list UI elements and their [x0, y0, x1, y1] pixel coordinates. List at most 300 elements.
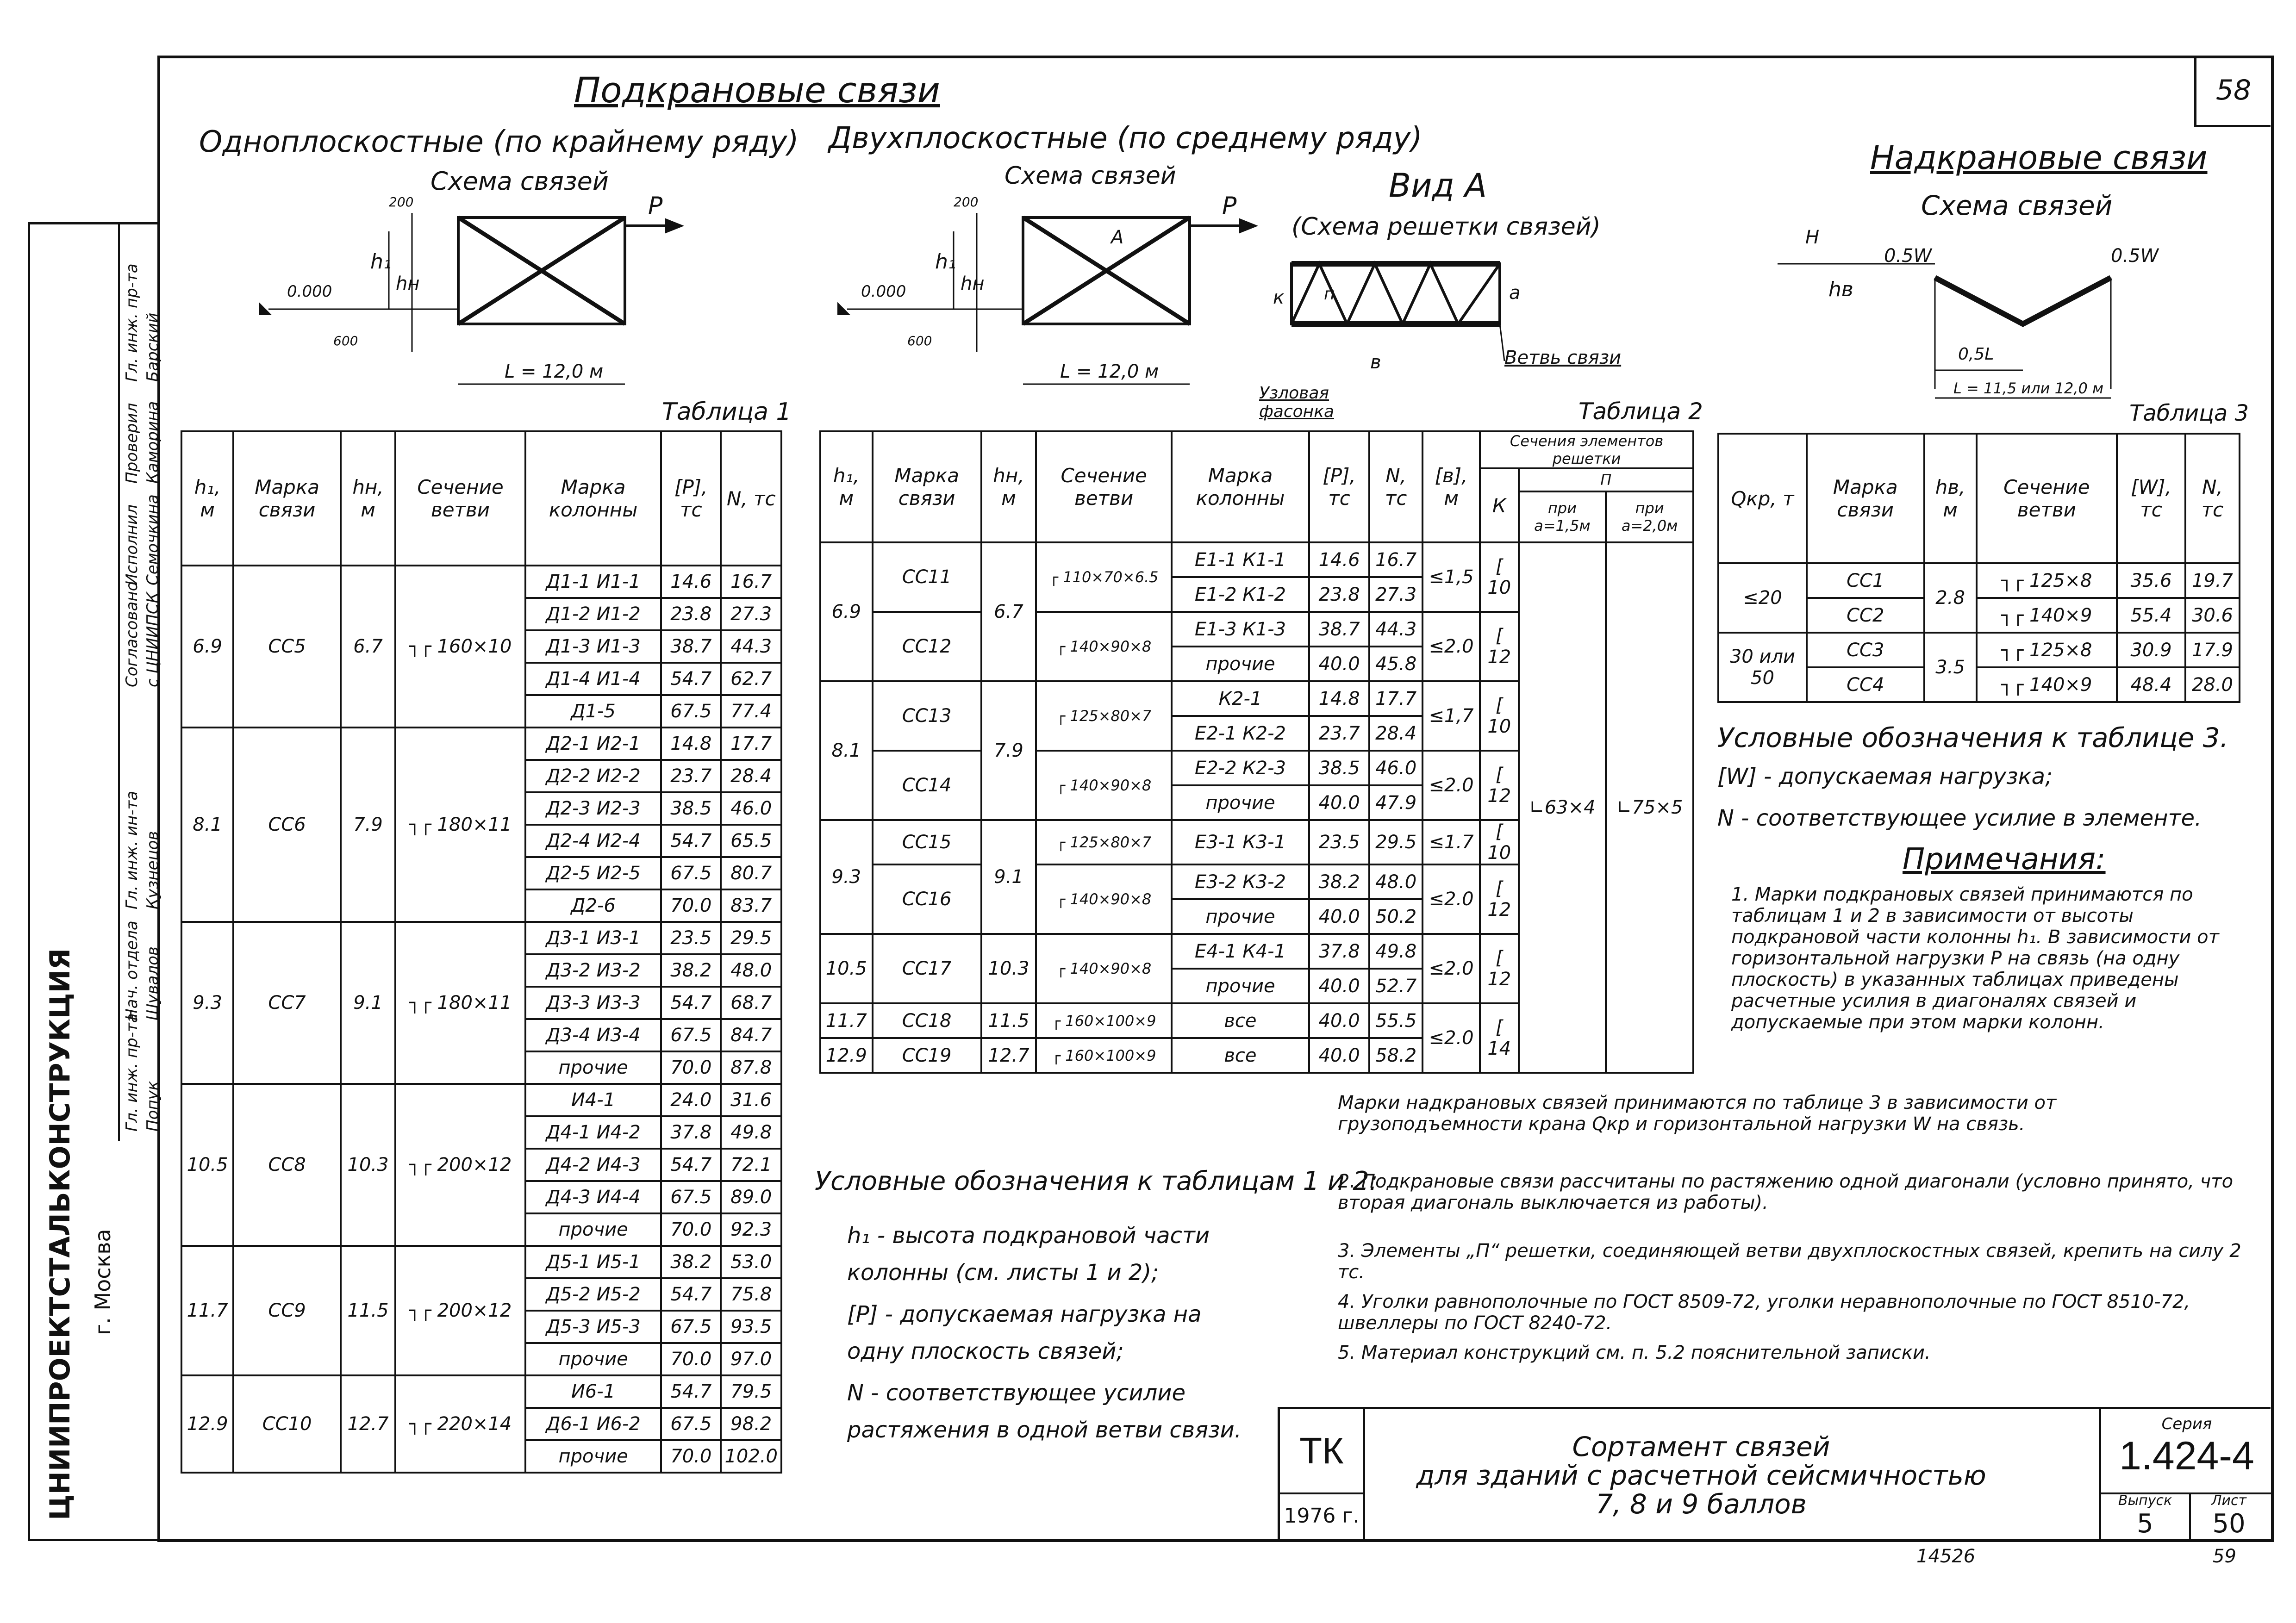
note-3: 3. Элементы „П“ решетки, соединяющей ветви двухплоскостных связей, крепить на силу 2 тс.	[1338, 1240, 2241, 1283]
t2-mark-cell: СС13	[873, 681, 981, 751]
t1-n-cell: 97.0	[721, 1343, 781, 1375]
table-row	[181, 1246, 781, 1278]
t1-h-sect: Сечение ветви	[395, 431, 525, 566]
t1-n-cell: 62.7	[721, 663, 781, 695]
t2-sect-cell: ┌ 160×100×9	[1036, 1003, 1172, 1038]
t2-mark-cell: СС19	[873, 1038, 981, 1073]
t2-p-cell: 38.5	[1309, 751, 1369, 785]
side-role-4: Согласовано	[123, 581, 141, 687]
schema-diagrams	[0, 0, 2296, 463]
t2-k-cell: [ 12	[1480, 612, 1518, 681]
t1-sect-cell: ┐┌ 160×10	[395, 566, 525, 728]
t2-mark-cell: СС11	[873, 542, 981, 612]
legend12-n: N - соответствующее усилие растяжения в одной ветви связи.	[847, 1380, 1242, 1443]
seria-value: 1.424-4	[2119, 1434, 2254, 1478]
t1-p-cell: 38.5	[661, 792, 721, 825]
t2-hn-cell: 7.9	[981, 681, 1036, 820]
t1-p-cell: 67.5	[661, 695, 721, 728]
table-row	[181, 566, 781, 598]
side-name-3: Кузнецов	[144, 831, 162, 909]
vida-b: в	[1370, 352, 1381, 373]
seria-label: Серия	[2161, 1415, 2212, 1433]
side-role-3: Гл. инж. ин-та	[123, 790, 141, 909]
t2-h1-cell: 8.1	[820, 681, 873, 820]
t2-h1-cell: 11.7	[820, 1003, 873, 1038]
note-1: 1. Марки подкрановых связей принимаются по таблицам 1 и 2 в зависимости от высоты подкрановой части колонны h₁. В зависимости от горизонтальной нагрузки P на связь (на одну плоскость) в указанных таблицах приведены расчетные усилия в диагоналях связей и допускаемые при этом марки колонн.	[1731, 884, 2219, 1033]
t1-col-cell: Д3-3 И3-3	[525, 987, 661, 1019]
t1-p-cell: 70.0	[661, 1051, 721, 1084]
t2-n-cell: 45.8	[1369, 647, 1423, 681]
vida-vetv: Ветвь связи	[1504, 347, 1622, 368]
t1-n-cell: 31.6	[721, 1084, 781, 1116]
t1-col-cell: Д5-3 И5-3	[525, 1311, 661, 1343]
t2-b-cell: ≤2.0	[1423, 1003, 1480, 1073]
side-role-2: Нач. отдела	[123, 920, 141, 1020]
t2-k-cell: [ 10	[1480, 820, 1518, 864]
t1-hn-cell: 10.3	[341, 1084, 395, 1246]
schema1-hn: hн	[396, 273, 420, 294]
table2-caption: Таблица 2	[1578, 398, 1703, 425]
schema2-a: A	[1111, 227, 1124, 248]
t2-k-cell: [ 14	[1480, 1003, 1518, 1073]
t1-p-cell: 23.5	[661, 922, 721, 954]
t3-w-cell: 55.4	[2117, 598, 2185, 633]
t1-p-cell: 54.7	[661, 663, 721, 695]
t2-n-cell: 49.8	[1369, 934, 1423, 969]
t1-p-cell: 23.8	[661, 598, 721, 630]
t3-sect-cell: ┐┌ 140×9	[1977, 598, 2117, 633]
t2-mark-cell: СС16	[873, 864, 981, 934]
t1-col-cell: Д1-4 И1-4	[525, 663, 661, 695]
t3-q-cell: ≤20	[1718, 563, 1807, 633]
t2-h-pp: П	[1519, 468, 1693, 491]
notes-title: Примечания:	[1903, 842, 2106, 877]
t1-n-cell: 16.7	[721, 566, 781, 598]
footer-page: 59	[2213, 1546, 2236, 1567]
t1-hn-cell: 6.7	[341, 566, 395, 728]
t1-sect-cell: ┐┌ 180×11	[395, 922, 525, 1084]
t3-q-cell: 30 или 50	[1718, 633, 1807, 702]
t2-sect-cell: ┌ 140×90×8	[1036, 612, 1172, 681]
t2-h-h1: h₁, м	[820, 431, 873, 542]
t1-p-cell: 38.2	[661, 1246, 721, 1278]
t1-p-cell: 54.7	[661, 987, 721, 1019]
t3-sect-cell: ┐┌ 140×9	[1977, 667, 2117, 702]
t1-sect-cell: ┐┌ 200×12	[395, 1084, 525, 1246]
t1-col-cell: прочие	[525, 1440, 661, 1473]
legend12-p: [P] - допускаемая нагрузка на одну плоскость связей;	[847, 1301, 1202, 1364]
schema1-title: Схема связей	[430, 167, 609, 196]
heading-dvuhplosk: Двухплоскостные (по среднему ряду)	[829, 121, 1423, 155]
side-role-7: Гл. инж. пр-та	[123, 263, 141, 382]
doc-title-3: 7, 8 и 9 баллов	[1596, 1488, 1807, 1520]
t3-n-cell: 17.9	[2185, 633, 2240, 667]
t1-p-cell: 54.7	[661, 825, 721, 857]
t1-n-cell: 102.0	[721, 1440, 781, 1473]
t2-p-cell: 38.7	[1309, 612, 1369, 647]
table-row	[820, 542, 1693, 577]
t2-n-cell: 47.9	[1369, 785, 1423, 820]
t1-h-hn: hн, м	[341, 431, 395, 566]
nadkran-lw: L = 11,5 или 12,0 м	[1953, 379, 2104, 397]
t1-h1-cell: 12.9	[181, 1375, 233, 1473]
t1-sect-cell: ┐┌ 200×12	[395, 1246, 525, 1375]
t2-hn-cell: 11.5	[981, 1003, 1036, 1038]
table-row	[1718, 633, 2240, 667]
t2-p-cell: 40.0	[1309, 1038, 1369, 1073]
t3-sect-cell: ┐┌ 125×8	[1977, 563, 2117, 598]
t2-col-cell: прочие	[1172, 647, 1309, 681]
t2-b-cell: ≤2.0	[1423, 934, 1480, 1003]
t1-h1-cell: 10.5	[181, 1084, 233, 1246]
t3-h-sect: Сечение ветви	[1977, 434, 2117, 563]
t2-col-cell: все	[1172, 1038, 1309, 1073]
t1-p-cell: 67.5	[661, 1311, 721, 1343]
t2-p-cell: 37.8	[1309, 934, 1369, 969]
t2-hn-cell: 6.7	[981, 542, 1036, 681]
t1-col-cell: Д4-1 И4-2	[525, 1116, 661, 1149]
table-row	[181, 922, 781, 954]
t1-sect-cell: ┐┌ 220×14	[395, 1375, 525, 1473]
t2-h1-cell: 10.5	[820, 934, 873, 1003]
t2-sect-cell: ┌ 125×80×7	[1036, 681, 1172, 751]
nadkran-h: H	[1805, 227, 1820, 248]
t2-h-p1: при а=1,5м	[1519, 491, 1606, 542]
t1-col-cell: Д2-1 И2-1	[525, 728, 661, 760]
note-5: 5. Материал конструкций см. п. 5.2 пояснительной записки.	[1338, 1342, 1931, 1363]
t1-hn-cell: 11.5	[341, 1246, 395, 1375]
t3-sect-cell: ┐┌ 125×8	[1977, 633, 2117, 667]
vypusk-cell	[2099, 1492, 2191, 1539]
t2-k-cell: [ 12	[1480, 934, 1518, 1003]
t2-sect-cell: ┌ 125×80×7	[1036, 820, 1172, 864]
t2-h-n: N, тс	[1369, 431, 1423, 542]
table3	[1717, 433, 2240, 703]
table-row	[181, 1375, 781, 1408]
t1-col-cell: Д1-1 И1-1	[525, 566, 661, 598]
t3-hb-cell: 2.8	[1924, 563, 1977, 633]
t2-sect-cell: ┌ 110×70×6.5	[1036, 542, 1172, 612]
t3-h-w: [W], тс	[2117, 434, 2185, 563]
table1-caption: Таблица 1	[662, 398, 792, 426]
t2-sect-cell: ┌ 140×90×8	[1036, 751, 1172, 820]
t2-mark-cell: СС12	[873, 612, 981, 681]
t1-n-cell: 49.8	[721, 1116, 781, 1149]
list-value: 50	[2212, 1509, 2246, 1539]
t2-h-sect: Сечение ветви	[1036, 431, 1172, 542]
t2-h-hn: hн, м	[981, 431, 1036, 542]
t1-mark-cell: СС10	[233, 1375, 341, 1473]
t2-k-cell: [ 10	[1480, 681, 1518, 751]
t1-col-cell: Д4-3 И4-4	[525, 1181, 661, 1213]
t2-b-cell: ≤1,5	[1423, 542, 1480, 612]
schema2-h1: h₁	[935, 250, 956, 274]
t1-col-cell: прочие	[525, 1213, 661, 1246]
t1-col-cell: Д5-1 И5-1	[525, 1246, 661, 1278]
t1-col-cell: Д1-2 И1-2	[525, 598, 661, 630]
t1-col-cell: Д3-1 И3-1	[525, 922, 661, 954]
t3-mark-cell: СС3	[1807, 633, 1924, 667]
t3-mark-cell: СС4	[1807, 667, 1924, 702]
t2-col-cell: Е1-3 К1-3	[1172, 612, 1309, 647]
t2-p-cell: 14.8	[1309, 681, 1369, 716]
t1-p-cell: 67.5	[661, 857, 721, 889]
heading-nadkran: Надкрановые связи	[1870, 139, 2208, 177]
t2-h-p2: при а=2,0м	[1606, 491, 1693, 542]
t3-w-cell: 35.6	[2117, 563, 2185, 598]
tk-cell	[1280, 1409, 1365, 1494]
note-2: 2. Подкрановые связи рассчитаны по растяжению одной диагонали (условно принято, что вторая диагональ выключается из работы).	[1338, 1171, 2234, 1213]
t3-mark-cell: СС2	[1807, 598, 1924, 633]
t2-n-cell: 55.5	[1369, 1003, 1423, 1038]
t2-n-cell: 50.2	[1369, 899, 1423, 934]
t2-p-cell: 23.8	[1309, 577, 1369, 612]
t1-n-cell: 29.5	[721, 922, 781, 954]
t2-col-cell: Е3-2 К3-2	[1172, 864, 1309, 899]
t2-p-cell: 38.2	[1309, 864, 1369, 899]
t1-p-cell: 54.7	[661, 1278, 721, 1311]
nadkran-hb: hв	[1828, 278, 1853, 301]
schema2-l: L = 12,0 м	[1060, 361, 1159, 382]
t3-n-cell: 30.6	[2185, 598, 2240, 633]
schema1-zero: 0.000	[287, 282, 332, 301]
t3-mark-cell: СС1	[1807, 563, 1924, 598]
nadkran-chords	[1935, 278, 2111, 324]
t2-p-cell: 23.5	[1309, 820, 1369, 864]
t1-hn-cell: 9.1	[341, 922, 395, 1084]
t1-h1-cell: 8.1	[181, 728, 233, 922]
seria-cell	[2099, 1409, 2272, 1494]
t1-n-cell: 77.4	[721, 695, 781, 728]
t1-n-cell: 27.3	[721, 598, 781, 630]
t1-n-cell: 92.3	[721, 1213, 781, 1246]
note-4: 4. Уголки равнополочные по ГОСТ 8509-72, уголки неравнополочные по ГОСТ 8510-72, швеллеры по ГОСТ 8240-72.	[1338, 1291, 2190, 1334]
t2-h-p: [P], тс	[1309, 431, 1369, 542]
t2-sect-cell: ┌ 160×100×9	[1036, 1038, 1172, 1073]
t1-h-h1: h₁, м	[181, 431, 233, 566]
table3-caption: Таблица 3	[2129, 400, 2249, 426]
heading-odnoplosk: Одноплоскостные (по крайнему ряду)	[199, 125, 799, 159]
t2-p-cell: 23.7	[1309, 716, 1369, 751]
t1-col-cell: Д6-1 И6-2	[525, 1408, 661, 1440]
t2-h-grid: Сечения элементов решетки	[1480, 431, 1693, 468]
t2-hn-cell: 9.1	[981, 820, 1036, 934]
t3-h-q: Qкр, т	[1718, 434, 1807, 563]
t1-h-p: [P], тс	[661, 431, 721, 566]
t2-col-cell: прочие	[1172, 969, 1309, 1003]
t2-hn-cell: 12.7	[981, 1038, 1036, 1073]
schema2-hn: hн	[961, 273, 985, 294]
schema2-200: 200	[954, 194, 979, 210]
list-cell	[2187, 1492, 2271, 1539]
schema1-600: 600	[333, 333, 358, 348]
year-cell	[1280, 1492, 1365, 1539]
t2-n-cell: 16.7	[1369, 542, 1423, 577]
t2-n-cell: 58.2	[1369, 1038, 1423, 1073]
t1-h-col: Марка колонны	[525, 431, 661, 566]
schema2-title: Схема связей	[1004, 162, 1176, 190]
t1-p-cell: 70.0	[661, 1440, 721, 1473]
t3-hb-cell: 3.5	[1924, 633, 1977, 702]
t2-n-cell: 28.4	[1369, 716, 1423, 751]
t1-h1-cell: 9.3	[181, 922, 233, 1084]
t2-p-cell: 40.0	[1309, 785, 1369, 820]
t1-p-cell: 23.7	[661, 760, 721, 792]
t1-h-mark: Марка связи	[233, 431, 341, 566]
side-name-5: Семочкина	[144, 494, 162, 585]
t2-b-cell: ≤1,7	[1423, 681, 1480, 751]
t2-p1-cell: ∟63×4	[1519, 542, 1606, 1073]
t2-p-cell: 40.0	[1309, 647, 1369, 681]
vida-a: а	[1509, 282, 1521, 304]
legend3-w: [W] - допускаемая нагрузка;	[1717, 764, 2053, 790]
schema2-p: P	[1222, 192, 1237, 220]
t2-sect-cell: ┌ 140×90×8	[1036, 934, 1172, 1003]
t2-p-cell: 14.6	[1309, 542, 1369, 577]
t2-col-cell: Е4-1 К4-1	[1172, 934, 1309, 969]
t1-p-cell: 37.8	[661, 1116, 721, 1149]
t2-p2-cell: ∟75×5	[1606, 542, 1693, 1073]
vida-lattice	[1292, 264, 1500, 324]
t1-col-cell: Д2-3 И2-3	[525, 792, 661, 825]
t2-col-cell: Е2-1 К2-2	[1172, 716, 1309, 751]
t1-col-cell: Д5-2 И5-2	[525, 1278, 661, 1311]
t1-n-cell: 80.7	[721, 857, 781, 889]
schema-label-3: Схема связей	[1921, 190, 2113, 221]
schema2-600: 600	[907, 333, 932, 348]
nadkran-w-left: 0.5W	[1884, 245, 1932, 267]
vida-k: к	[1273, 287, 1285, 308]
year-label: 1976 г.	[1284, 1504, 1360, 1528]
t2-col-cell: Е2-2 К2-3	[1172, 751, 1309, 785]
t1-mark-cell: СС7	[233, 922, 341, 1084]
t2-b-cell: ≤2.0	[1423, 751, 1480, 820]
t1-h-n: N, тс	[721, 431, 781, 566]
side-name-2: Шувалов	[144, 946, 162, 1020]
t1-p-cell: 14.8	[661, 728, 721, 760]
t1-n-cell: 98.2	[721, 1408, 781, 1440]
heading-vid-a-sub: (Схема решетки связей)	[1292, 213, 1601, 241]
t1-hn-cell: 7.9	[341, 728, 395, 922]
list-label: Лист	[2211, 1492, 2247, 1509]
inv-number: 14526	[1916, 1546, 1976, 1567]
t1-n-cell: 79.5	[721, 1375, 781, 1408]
t2-p-cell: 40.0	[1309, 899, 1369, 934]
t1-n-cell: 46.0	[721, 792, 781, 825]
heading-podkran: Подкрановые связи	[574, 69, 940, 111]
schema1-h1: h₁	[370, 250, 392, 274]
t3-n-cell: 19.7	[2185, 563, 2240, 598]
t3-h-n: N, тс	[2185, 434, 2240, 563]
t2-h-k: К	[1480, 468, 1518, 542]
org-name: ЦНИИПРОЕКТСТАЛЬКОНСТРУКЦИЯ	[44, 948, 76, 1520]
t2-k-cell: [ 12	[1480, 864, 1518, 934]
schema2-zero: 0.000	[861, 282, 906, 301]
schema1-l: L = 12,0 м	[505, 361, 604, 382]
t1-h1-cell: 6.9	[181, 566, 233, 728]
t1-p-cell: 54.7	[661, 1375, 721, 1408]
t1-col-cell: прочие	[525, 1343, 661, 1375]
t1-n-cell: 89.0	[721, 1181, 781, 1213]
table-row	[181, 728, 781, 760]
t1-n-cell: 87.8	[721, 1051, 781, 1084]
vida-n: п	[1324, 285, 1335, 304]
t1-n-cell: 48.0	[721, 954, 781, 987]
t1-sect-cell: ┐┌ 180×11	[395, 728, 525, 922]
t1-p-cell: 70.0	[661, 889, 721, 922]
t1-p-cell: 38.2	[661, 954, 721, 987]
t2-p-cell: 40.0	[1309, 1003, 1369, 1038]
t1-p-cell: 70.0	[661, 1213, 721, 1246]
t1-n-cell: 72.1	[721, 1149, 781, 1181]
t1-col-cell: Д2-6	[525, 889, 661, 922]
doc-title-2: для зданий с расчетной сейсмичностью	[1416, 1460, 1986, 1491]
t2-h-col: Марка колонны	[1172, 431, 1309, 542]
t1-col-cell: Д2-4 И2-4	[525, 825, 661, 857]
side-role-6: Проверил	[123, 403, 141, 484]
t3-h-mark: Марка связи	[1807, 434, 1924, 563]
table1	[181, 430, 782, 1474]
t2-col-cell: Е1-1 К1-1	[1172, 542, 1309, 577]
side-name-6: Каморина	[144, 401, 162, 484]
legend3-n: N - соответствующее усилие в элементе.	[1717, 805, 2202, 831]
t1-col-cell: Д2-5 И2-5	[525, 857, 661, 889]
t1-col-cell: Д1-5	[525, 695, 661, 728]
t1-n-cell: 68.7	[721, 987, 781, 1019]
t2-k-cell: [ 10	[1480, 542, 1518, 612]
legend12-title: Условные обозначения к таблицам 1 и 2:	[815, 1166, 1378, 1196]
t1-n-cell: 75.8	[721, 1278, 781, 1311]
t1-p-cell: 38.7	[661, 630, 721, 663]
t2-n-cell: 44.3	[1369, 612, 1423, 647]
t2-n-cell: 29.5	[1369, 820, 1423, 864]
legend12-h1: h₁ - высота подкрановой части колонны (см. листы 1 и 2);	[847, 1223, 1210, 1286]
t1-n-cell: 65.5	[721, 825, 781, 857]
t2-col-cell: К2-1	[1172, 681, 1309, 716]
t2-n-cell: 27.3	[1369, 577, 1423, 612]
t2-hn-cell: 10.3	[981, 934, 1036, 1003]
tk-label: ТК	[1299, 1430, 1344, 1471]
t2-n-cell: 52.7	[1369, 969, 1423, 1003]
t2-mark-cell: СС18	[873, 1003, 981, 1038]
t2-b-cell: ≤2.0	[1423, 864, 1480, 934]
schema1-p: P	[648, 192, 663, 220]
table2	[819, 430, 1694, 1074]
t1-h1-cell: 11.7	[181, 1246, 233, 1375]
t1-col-cell: Д4-2 И4-3	[525, 1149, 661, 1181]
t1-col-cell: И6-1	[525, 1375, 661, 1408]
t3-w-cell: 48.4	[2117, 667, 2185, 702]
t2-b-cell: ≤1.7	[1423, 820, 1480, 864]
t1-n-cell: 93.5	[721, 1311, 781, 1343]
t2-col-cell: прочие	[1172, 785, 1309, 820]
city: г. Москва	[90, 1229, 115, 1335]
t1-p-cell: 24.0	[661, 1084, 721, 1116]
t1-col-cell: Д2-2 И2-2	[525, 760, 661, 792]
t1-n-cell: 44.3	[721, 630, 781, 663]
t2-p-cell: 40.0	[1309, 969, 1369, 1003]
t1-col-cell: Д3-4 И3-4	[525, 1019, 661, 1051]
t1-mark-cell: СС9	[233, 1246, 341, 1375]
t2-h1-cell: 9.3	[820, 820, 873, 934]
doc-title	[1368, 1432, 2034, 1518]
t1-col-cell: прочие	[525, 1051, 661, 1084]
t1-col-cell: Д3-2 И3-2	[525, 954, 661, 987]
page-number: 58	[2215, 74, 2252, 106]
t1-n-cell: 17.7	[721, 728, 781, 760]
t3-h-hb: hв, м	[1924, 434, 1977, 563]
t2-b-cell: ≤2.0	[1423, 612, 1480, 681]
